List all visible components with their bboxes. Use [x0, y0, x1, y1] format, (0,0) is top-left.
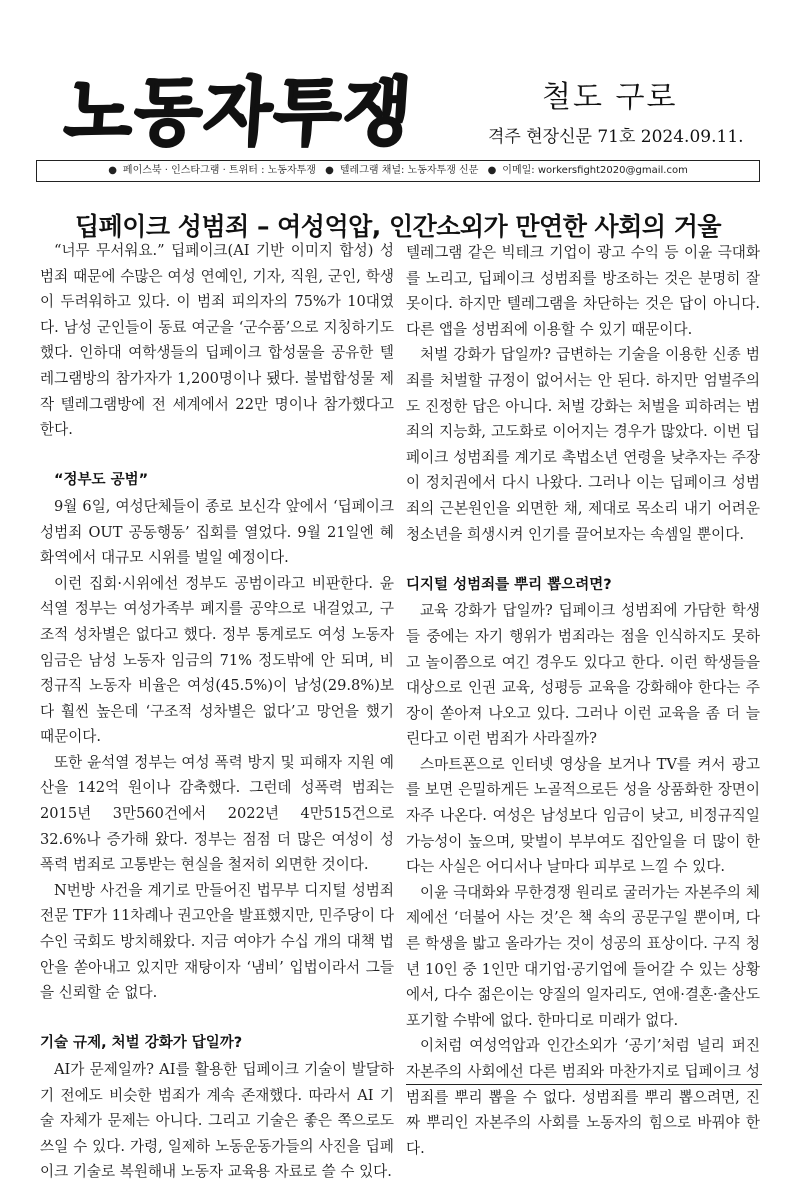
bullet-icon: ● [325, 165, 334, 176]
paragraph: 또한 윤석열 정부는 여성 폭력 방지 및 피해자 지원 예산을 142억 원이나 감축했다. 그런데 성폭력 범죄는 2015년 3만560건에서 2022년 4만515건으로 32.6%나 증가해 왔다. 정부는 점점 더 많은 여성이 성폭력 범죄로 고통받는 현실을 철저히 외면한 것이다. [40, 753, 394, 874]
bullet-icon: ● [487, 165, 497, 176]
issue-info: 격주 현장신문 71호 2024.09.11. [488, 127, 744, 147]
section-heading: 디지털 성범죄를 뿌리 뽑으려면? [406, 576, 612, 593]
section-heading: 기술 규제, 처벌 강화가 답일까? [40, 1035, 243, 1052]
paragraph: 이처럼 여성억압과 인간소외가 ‘공기’처럼 널리 퍼진 자본주의 사회에선 다른 범죄와 마찬가지로 딥페이크 성범죄를 뿌리 뽑을 수 없다. 성범죄를 뿌리 뽑으려면, 진짜 뿌리인 자본주의 사회를 노동자의 힘으로 바꿔야 한다. [406, 1037, 760, 1157]
paragraph: 스마트폰으로 인터넷 영상을 보거나 TV를 켜서 광고를 보면 은밀하게든 노골적으로든 성을 상품화한 장면이 자주 나온다. 여성은 남성보다 임금이 낮고, 비정규직일 가능성이 높으며, 맞벌이 부부여도 집안일을 더 많이 한다는 사실은 어디서나 날마다 피부로 느낄 수 있다. [406, 755, 760, 876]
paragraph: “너무 무서워요.” 딥페이크(AI 기반 이미지 합성) 성범죄 때문에 수많은 여성 연예인, 기자, 직원, 군인, 학생이 두려워하고 있다. 이 범죄 피의자의 75%가 10대였다. 남성 군인들이 동료 여군을 ‘군수품’으로 지칭하기도 했다. 인하대 여학생들의 딥페이크 합성물을 공유한 텔레그램방의 참가자가 1,200명이나 됐다. 불법합성물 제작 텔레그램방에 전 세계에서 22만 명이나 참가했다고 한다. [40, 242, 394, 439]
article-headline: 딥페이크 성범죄 – 여성억압, 인간소외가 만연한 사회의 거울 [74, 211, 722, 241]
email-address: 이메일: workersfight2020@gmail.com [502, 165, 688, 176]
paragraph: N번방 사건을 계기로 만들어진 법무부 디지털 성범죄 전문 TF가 11차례나 권고안을 발표했지만, 민주당이 다수인 국회도 방치해왔다. 지금 여야가 수십 개의 대책 법안을 쏟아내고 있지만 재탕이자 ‘냄비’ 입법이라서 그들을 신뢰할 순 없다. [40, 881, 394, 1002]
paragraph: AI가 문제일까? AI를 활용한 딥페이크 기술이 발달하기 전에도 비슷한 범죄가 계속 존재했다. 따라서 AI 기술 자체가 문제는 아니다. 그리고 기술은 좋은 쪽으로도 쓰일 수 있다. 가령, 일제하 노동운동가들의 사진을 딥페이크 기술로 복원해내 노동자 교육용 자료로 쓸 수 있다. [40, 1061, 394, 1181]
section-heading: “정부도 공범” [54, 472, 149, 489]
bottom-rule [406, 1084, 762, 1085]
paragraph: 텔레그램 같은 빅테크 기업이 광고 수익 등 이윤 극대화를 노리고, 딥페이크 성범죄를 방조하는 것은 분명히 잘못이다. 하지만 텔레그램을 차단하는 것은 답이 아니다. 다른 앱을 성범죄에 이용할 수 있기 때문이다. [406, 244, 760, 338]
bullet-icon: ● [108, 165, 117, 176]
paragraph: 교육 강화가 답일까? 딥페이크 성범죄에 가담한 학생들 중에는 자기 행위가 범죄라는 점을 인식하지도 못하고 놀이쯤으로 여긴 경우도 있다고 한다. 이런 학생들을 대상으로 인권 교육, 성평등 교육을 강화해야 한다는 주장이 쏟아져 나오고 있다. 그러나 이런 교육을 좀 더 늘린다고 이런 범죄가 사라질까? [406, 602, 760, 748]
newspaper-logo: 노동자투쟁 [62, 69, 416, 156]
telegram-channel: 텔레그램 채널: 노동자투쟁 신문 [339, 165, 479, 176]
paragraph: 9월 6일, 여성단체들이 종로 보신각 앞에서 ‘딥페이크 성범죄 OUT 공동행동’ 집회를 열었다. 9월 21일엔 혜화역에서 대규모 시위를 벌일 예정이다. [40, 497, 394, 567]
paragraph: 이윤 극대화와 무한경쟁 원리로 굴러가는 자본주의 체제에선 ‘더불어 사는 것’은 책 속의 공문구일 뿐이며, 다른 학생을 밟고 올라가는 것이 성공의 표상이다. 구직 청년 10인 중 1인만 대기업·공기업에 들어갈 수 있는 상황에서, 다수 젊은이는 양질의 일자리도, 연애·결혼·출산도 포기할 수밖에 없다. 한마디로 미래가 없다. [406, 883, 760, 1029]
contact-bar [36, 160, 760, 182]
masthead [64, 58, 754, 158]
paragraph: 이런 집회·시위에선 정부도 공범이라고 비판한다. 윤석열 정부는 여성가족부 폐지를 공약으로 내걸었고, 구조적 성차별은 없다고 했다. 정부 통계로도 여성 노동자 임금은 남성 노동자 임금의 71% 정도밖에 안 되며, 비정규직 노동자 비율은 여성(45.5%)이 남성(29.8%)보다 훨씬 높은데 ‘구조적 성차별은 없다’고 망언을 했기 때문이다. [40, 574, 394, 746]
right-column [406, 240, 760, 1161]
edition-title: 철도 구로 [542, 80, 678, 115]
paragraph: 처벌 강화가 답일까? 급변하는 기술을 이용한 신종 범죄를 처벌할 규정이 없어서는 안 된다. 하지만 엄벌주의도 진정한 답은 아니다. 처벌 강화는 처벌을 피하려는 범죄의 지능화, 고도화로 이어지는 경우가 많았다. 이번 딥페이크 성범죄를 계기로 촉법소년 연령을 낮추자는 주장이 정치권에서 다시 나왔다. 그러나 이는 딥페이크 성범죄의 근본원인을 외면한 채, 제대로 목소리 내기 어려운 청소년을 희생시켜 인기를 끌어보자는 속셈일 뿐이다. [406, 346, 760, 543]
left-column [40, 238, 394, 1185]
social-handles: 페이스북 · 인스타그램 · 트위터 : 노동자투쟁 [122, 165, 316, 176]
